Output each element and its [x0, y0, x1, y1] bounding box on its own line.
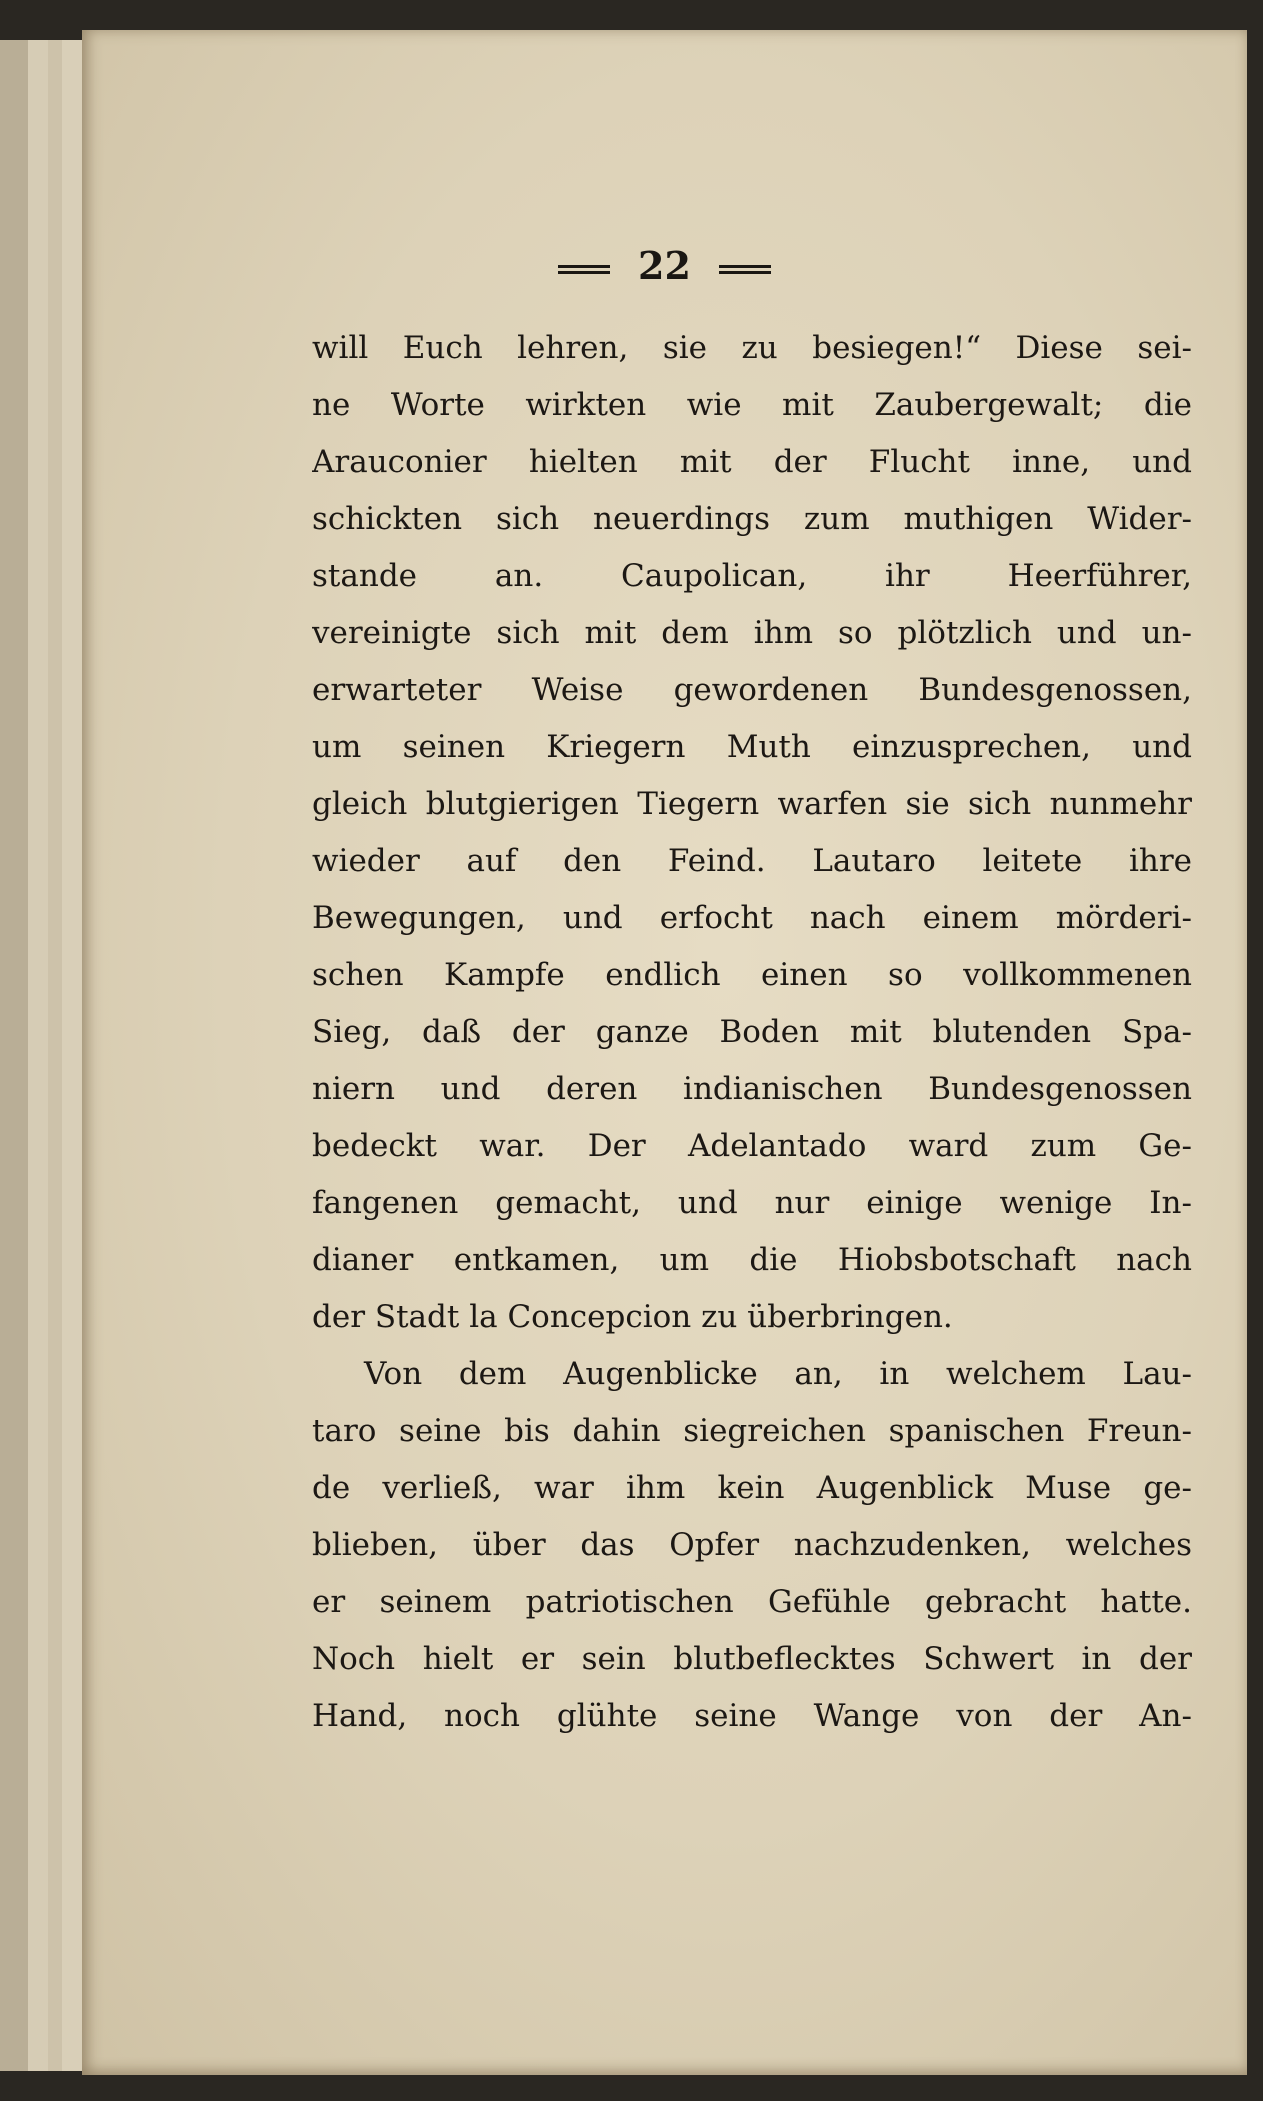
text-line: schickten sich neuerdings zum muthigen Wider- — [312, 501, 1192, 537]
text-line: fangenen gemacht, und nur einige wenige In- — [312, 1185, 1192, 1221]
text-line: erwarteter Weise gewordenen Bundesgenossen, — [312, 672, 1192, 708]
text-line: taro seine bis dahin siegreichen spanischen Freun- — [312, 1413, 1192, 1449]
text-line: schen Kampfe endlich einen so vollkommenen — [312, 957, 1192, 993]
body-text — [312, 320, 1192, 1745]
text-line: Arauconier hielten mit der Flucht inne, und — [312, 444, 1192, 480]
text-line: Hand, noch glühte seine Wange von der An- — [312, 1698, 1192, 1734]
header-rule-left — [558, 265, 610, 274]
text-line: Noch hielt er sein blutbeflecktes Schwert in der — [312, 1641, 1192, 1677]
text-line: um seinen Kriegern Muth einzusprechen, und — [312, 729, 1192, 765]
text-line: gleich blutgierigen Tiegern warfen sie sich nunmehr — [312, 786, 1192, 822]
page-header — [82, 243, 1247, 288]
text-line: bedeckt war. Der Adelantado ward zum Ge- — [312, 1128, 1192, 1164]
header-rule-right — [719, 265, 771, 274]
text-line: vereinigte sich mit dem ihm so plötzlich und un- — [312, 615, 1192, 651]
text-line: stande an. Caupolican, ihr Heerführer, — [312, 558, 1192, 594]
text-line: der Stadt la Concepcion zu überbringen. — [312, 1299, 953, 1335]
text-line: Von dem Augenblicke an, in welchem Lau- — [364, 1356, 1192, 1392]
text-line: dianer entkamen, um die Hiobsbotschaft nach — [312, 1242, 1192, 1278]
text-line: er seinem patriotischen Gefühle gebracht hatte. — [312, 1584, 1192, 1620]
text-line: Sieg, daß der ganze Boden mit blutenden Spa- — [312, 1014, 1192, 1050]
text-line: blieben, über das Opfer nachzudenken, welches — [312, 1527, 1192, 1563]
text-line: Bewegungen, und erfocht nach einem mörderi- — [312, 900, 1192, 936]
text-line: ne Worte wirkten wie mit Zaubergewalt; die — [312, 387, 1192, 423]
text-line: will Euch lehren, sie zu besiegen!“ Diese sei- — [312, 330, 1192, 366]
page-number: 22 — [638, 243, 691, 288]
text-line: niern und deren indianischen Bundesgenossen — [312, 1071, 1192, 1107]
text-line: de verließ, war ihm kein Augenblick Muse ge- — [312, 1470, 1192, 1506]
text-line: wieder auf den Feind. Lautaro leitete ihre — [312, 843, 1192, 879]
book-page — [82, 30, 1247, 2075]
